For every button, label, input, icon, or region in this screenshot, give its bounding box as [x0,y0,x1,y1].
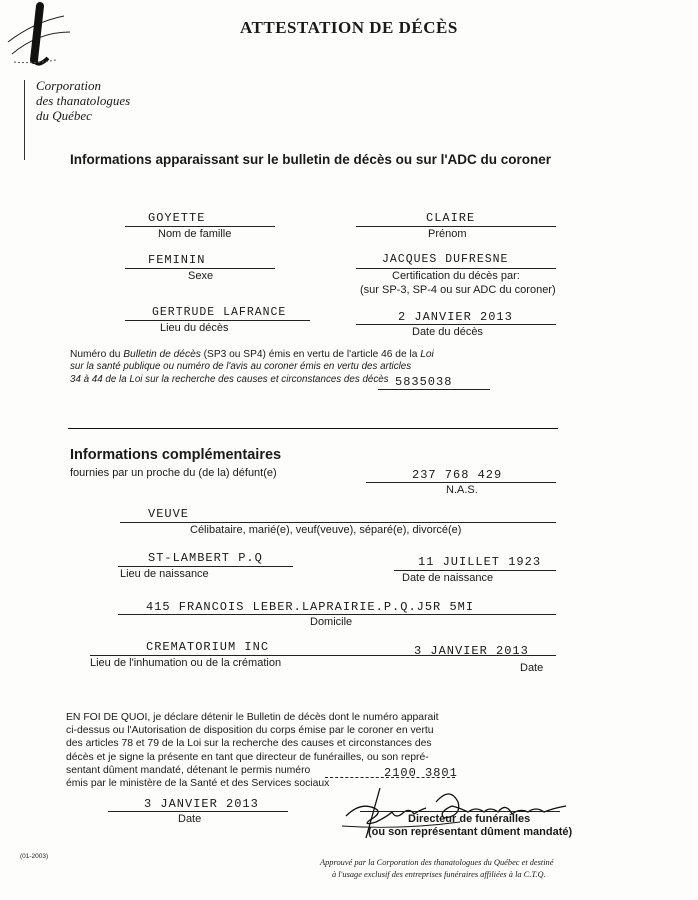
approval-line-1: Approuvé par la Corporation des thanatologues du Québec et destiné [320,858,554,867]
lieu-naissance-label: Lieu de naissance [120,568,209,580]
declaration-date-value: 3 JANVIER 2013 [144,797,259,811]
nas-value: 237 768 429 [412,468,503,482]
domicile-value: 415 FRANCOIS LEBER.LAPRAIRIE.P.Q.J5R 5MI [146,600,475,614]
declaration-date-label: Date [178,813,202,825]
declaration-line-5: sentant dûment mandaté, détenant le permis numéro [66,764,311,776]
declaration-date-line [108,811,288,812]
domicile-label: Domicile [310,616,353,628]
lieu-naissance-value: ST-LAMBERT P.Q [148,551,263,565]
lieu-naissance-line [118,566,293,567]
date-deces-line [356,324,556,325]
page-title: ATTESTATION DE DÉCÈS [240,18,458,37]
numero-line-1b: Bulletin de décès [123,349,201,360]
director-label-2: (ou son représentant dûment mandaté) [368,826,573,838]
permis-value: 2100 3801 [384,766,458,780]
inhumation-date-value: 3 JANVIER 2013 [414,644,529,658]
nas-line [366,482,556,483]
lieu-deces-value: GERTRUDE LAFRANCE [152,306,287,319]
prenom-line [356,226,556,227]
numero-line-1 [70,349,490,361]
numero-value: 5835038 [395,375,453,389]
etat-civil-label: Célibataire, marié(e), veuf(veuve), séparé(e), divorcé(e) [190,524,462,536]
section-separator [68,428,558,429]
etat-civil-value: VEUVE [148,507,190,521]
sexe-value: FEMININ [148,253,206,267]
etat-civil-line [120,522,556,523]
numero-line-3: 34 à 44 de la Loi sur la recherche des causes et circonstances des décès [70,373,389,385]
declaration-line-4: décès et je signe la présente en tant que directeur de funérailles, ou son repré- [66,751,429,763]
margin-rule [24,80,25,160]
section1-title: Informations apparaissant sur le bulletin de décès ou sur l'ADC du coroner [70,152,552,167]
section2-title: Informations complémentaires [70,447,282,463]
signature-line [360,811,560,812]
numero-line-2: sur la santé publique ou numéro de l'avis au coroner émis en vertu des articles [70,361,412,373]
corporation-logo-icon [4,2,74,72]
inhumation-value: CREMATORIUM INC [146,640,270,654]
numero-line-1d: Loi [420,349,434,360]
certif-value: JACQUES DUFRESNE [382,253,509,266]
org-line-3: du Québec [36,108,92,123]
sexe-label: Sexe [188,270,214,282]
declaration-line-6: émis par le ministère de la Santé et des Services sociaux [66,778,330,790]
inhumation-date-label: Date [520,662,544,674]
prenom-label: Prénom [428,228,467,240]
org-line-1: Corporation [36,78,102,93]
date-naissance-value: 11 JUILLET 1923 [418,555,542,569]
date-deces-value: 2 JANVIER 2013 [398,310,513,324]
sexe-line [125,268,275,269]
section2-subtitle: fournies par un proche du (de la) défunt(e) [70,467,277,479]
approval-line-2: à l'usage exclusif des entreprises funéraires affiliées à la C.T.Q. [332,870,546,879]
form-code: (01-2003) [20,853,49,860]
domicile-line [118,614,556,615]
certif-line [356,268,556,269]
nom-line [125,226,275,227]
certif-label-1: Certification du décès par: [392,270,520,282]
numero-line [378,389,490,390]
nom-label: Nom de famille [158,228,232,240]
date-naissance-label: Date de naissance [402,572,494,584]
nas-label: N.A.S. [446,484,478,496]
director-label-1: Directeur de funérailles [408,813,531,825]
declaration-line-1: EN FOI DE QUOI, je déclare détenir le Bulletin de décès dont le numéro apparait [66,712,439,723]
lieu-deces-line [125,320,310,321]
date-deces-label: Date du décès [412,326,483,338]
org-line-2: des thanatologues [36,93,131,108]
declaration-line-3: des articles 78 et 79 de la Loi sur la recherche des causes et circonstances des [66,738,432,750]
date-naissance-line [394,570,556,571]
nom-value: GOYETTE [148,211,206,225]
declaration-line-2: ci-dessus ou l'Autorisation de disposition du corps émise par le coroner en vertu [66,725,434,737]
lieu-deces-label: Lieu du décès [160,322,229,334]
prenom-value: CLAIRE [426,211,476,225]
numero-line-1c: (SP3 ou SP4) émis en vertu de l'article 46 de la [200,349,421,360]
numero-line-1a: Numéro du [70,349,124,360]
certif-label-2: (sur SP-3, SP-4 ou sur ADC du coroner) [360,284,556,296]
inhumation-label: Lieu de l'inhumation ou de la crémation [90,657,282,669]
org-name [36,78,130,123]
logo [4,2,74,72]
